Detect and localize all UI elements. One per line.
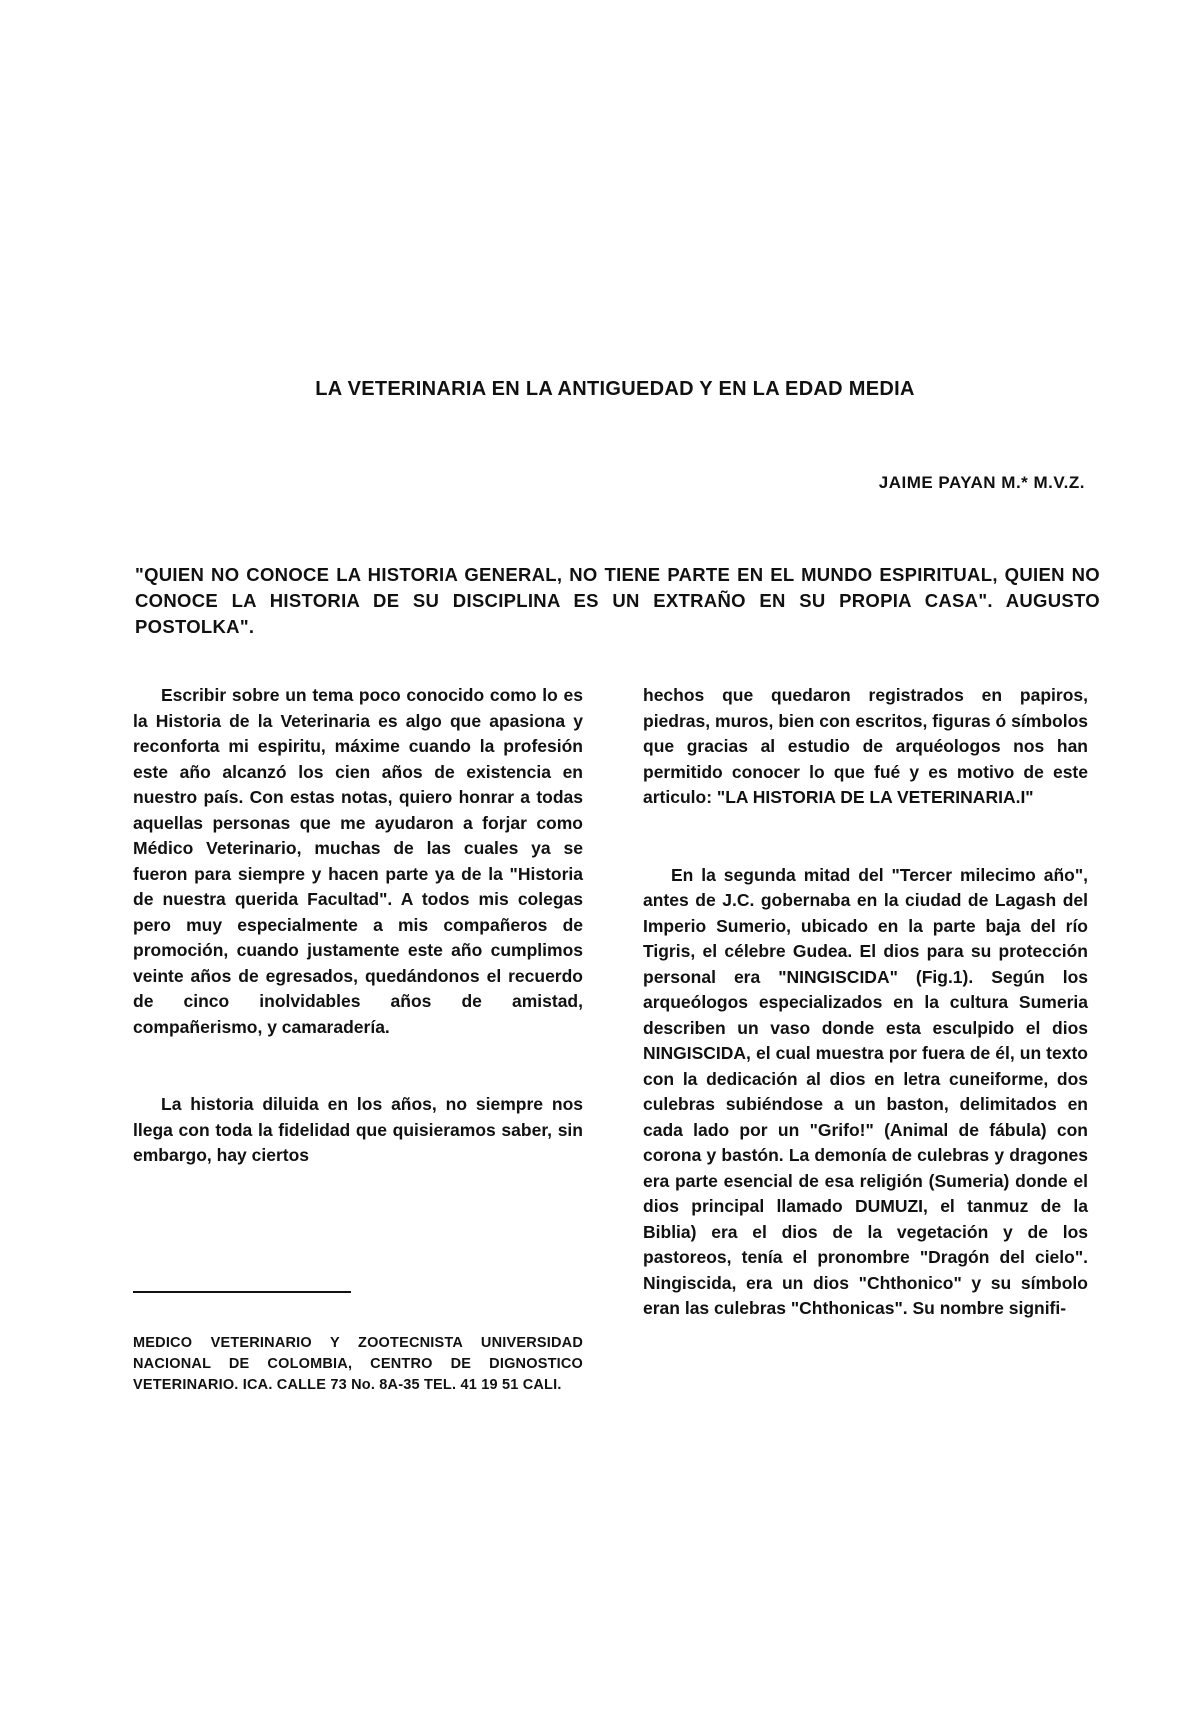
left-column (133, 683, 583, 1169)
author-footnote: MEDICO VETERINARIO Y ZOOTECNISTA UNIVERSIDAD NACIONAL DE COLOMBIA, CENTRO DE DIGNOSTICO VETERINARIO. ICA. CALLE 73 No. 8A-35 TEL. 41 19 51 CALI. (133, 1335, 583, 1393)
article-author: JAIME PAYAN M.* M.V.Z. (878, 473, 1085, 492)
epigraph-quote: "QUIEN NO CONOCE LA HISTORIA GENERAL, NO TIENE PARTE EN EL MUNDO ESPIRITUAL, QUIEN NO CONOCE LA HISTORIA DE SU DISCIPLINA ES UN EXTRAÑO EN SU PROPIA CASA". AUGUSTO POSTOLKA". (135, 564, 1100, 637)
paragraph-intro: Escribir sobre un tema poco conocido como lo es la Historia de la Veterinaria es algo que apasiona y reconforta mi espiritu, máxime cuando la profesión este año alcanzó los cien años de existencia en nuestro país. Con estas notas, quiero honrar a todas aquellas personas que me ayudaron a forjar como Médico Veterinario, muchas de las cuales ya se fueron para siempre y hacen parte ya de la "Historia de nuestra querida Facultad". A todos mis colegas pero muy especialmente a mis compañeros de promoción, cuando justamente este año cumplimos veinte años de egresados, quedándonos el recuerdo de cinco inolvidables años de amistad, compañerismo, y camaradería. (133, 685, 583, 1037)
article-title: LA VETERINARIA EN LA ANTIGUEDAD Y EN LA EDAD MEDIA (315, 378, 915, 400)
paragraph-continuation: hechos que quedaron registrados en papiros, piedras, muros, bien con escritos, figuras ó símbolos que gracias al estudio de arquéologos nos han permitido conocer lo que fué y es motivo de este articulo: "LA HISTORIA DE LA VETERINARIA.I" (643, 685, 1088, 807)
paragraph-sumerian: En la segunda mitad del "Tercer milecimo año", antes de J.C. gobernaba en la ciudad de Lagash del Imperio Sumerio, ubicado en la parte baja del río Tigris, el célebre Gudea. El dios para su protección personal era "NINGISCIDA" (Fig.1). Según los arqueólogos especializados en la cultura Sumeria describen un vaso donde esta esculpido el dios NINGISCIDA, el cual muestra por fuera de él, un texto con la dedicación al dios en letra cuneiforme, dos culebras subiéndose a un baston, delimitados en cada lado por un "Grifo!" (Animal de fábula) con corona y bastón. La demonía de culebras y dragones era parte esencial de esa religión (Sumeria) donde el dios principal llamado DUMUZI, el tanmuz de la Biblia) era el dios de la vegetación y de los pastoreos, tenía el pronombre "Dragón del cielo". Ningiscida, era un dios "Chthonico" y su símbolo eran las culebras "Chthonicas". Su nombre signifi- (643, 864, 1088, 1318)
paragraph-history: La historia diluida en los años, no siempre nos llega con toda la fidelidad que quisieramos saber, sin embargo, hay ciertos (133, 1094, 583, 1165)
footnote-divider (133, 1291, 351, 1293)
right-column (643, 683, 1088, 1322)
